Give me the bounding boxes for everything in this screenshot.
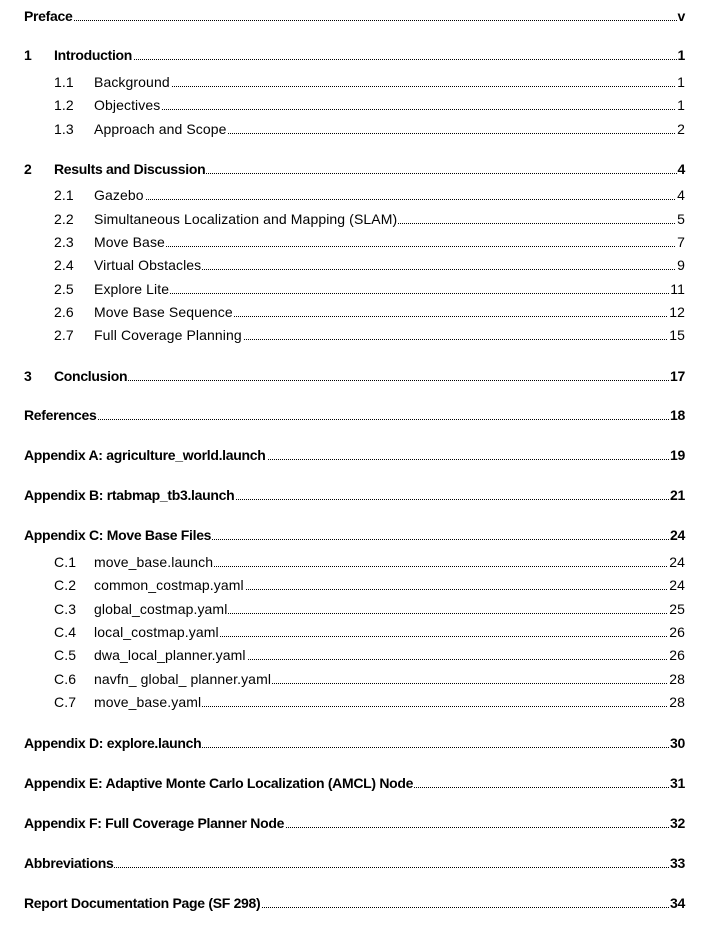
toc-entry-page: 7 bbox=[677, 234, 685, 250]
toc-entry[interactable] bbox=[0, 325, 703, 345]
toc-entry-page: 33 bbox=[670, 855, 685, 871]
toc-entry[interactable] bbox=[0, 853, 703, 873]
dot-leader bbox=[94, 246, 683, 247]
toc-entry[interactable] bbox=[0, 485, 703, 505]
toc-entry-title: Appendix A: agriculture_world.launch bbox=[24, 447, 266, 463]
dot-leader bbox=[24, 867, 683, 868]
toc-entry[interactable] bbox=[0, 599, 703, 619]
toc-entry[interactable] bbox=[0, 405, 703, 425]
toc-entry-title: Appendix C: Move Base Files bbox=[24, 527, 212, 543]
toc-entry-number: 2.3 bbox=[54, 234, 74, 250]
toc-entry-number: C.6 bbox=[54, 671, 77, 687]
toc-entry-number: 2.5 bbox=[54, 281, 74, 297]
toc-entry-title: Full Coverage Planning bbox=[94, 327, 242, 343]
toc-entry-page: 12 bbox=[669, 304, 685, 320]
toc-entry-number: C.5 bbox=[54, 647, 77, 663]
dot-leader bbox=[94, 199, 683, 200]
toc-entry-page: 2 bbox=[677, 121, 685, 137]
toc-entry-title: common_costmap.yaml bbox=[94, 577, 244, 593]
toc-entry-page: 28 bbox=[669, 671, 685, 687]
toc-entry-page: 28 bbox=[669, 694, 685, 710]
toc-entry-page: 4 bbox=[677, 187, 685, 203]
toc-entry-page: 5 bbox=[677, 211, 685, 227]
toc-entry[interactable] bbox=[0, 232, 703, 252]
toc-entry-number: C.3 bbox=[54, 601, 77, 617]
toc-entry-number: 2 bbox=[24, 161, 32, 177]
toc-entry-title: move_base.yaml bbox=[94, 694, 202, 710]
toc-entry[interactable] bbox=[0, 6, 703, 26]
toc-entry-title: move_base.launch bbox=[94, 554, 214, 570]
toc-entry-title: dwa_local_planner.yaml bbox=[94, 647, 246, 663]
toc-entry[interactable] bbox=[0, 209, 703, 229]
toc-entry-title: Results and Discussion bbox=[54, 161, 206, 177]
toc-entry-page: 34 bbox=[670, 895, 685, 911]
toc-entry-page: 11 bbox=[670, 281, 685, 297]
toc-entry-title: navfn_ global_ planner.yaml bbox=[94, 671, 272, 687]
toc-entry[interactable] bbox=[0, 645, 703, 665]
toc-entry-title: Approach and Scope bbox=[94, 121, 227, 137]
toc-entry[interactable] bbox=[0, 552, 703, 572]
toc-entry[interactable] bbox=[0, 72, 703, 92]
toc-entry-title: Abbreviations bbox=[24, 855, 114, 871]
toc-entry[interactable] bbox=[0, 302, 703, 322]
toc-entry-page: 4 bbox=[677, 161, 685, 177]
toc-entry-title: Appendix D: explore.launch bbox=[24, 735, 202, 751]
toc-entry-page: 18 bbox=[670, 407, 685, 423]
toc-entry[interactable] bbox=[0, 159, 703, 179]
toc-entry[interactable] bbox=[0, 669, 703, 689]
toc-entry-title: Report Documentation Page (SF 298) bbox=[24, 895, 261, 911]
dot-leader bbox=[94, 293, 683, 294]
toc-entry-title: local_costmap.yaml bbox=[94, 624, 219, 640]
dot-leader bbox=[24, 419, 683, 420]
toc-entry-page: 1 bbox=[677, 74, 685, 90]
toc-entry-number: C.4 bbox=[54, 624, 77, 640]
toc-entry[interactable] bbox=[0, 622, 703, 642]
toc-entry-title: References bbox=[24, 407, 97, 423]
dot-leader bbox=[54, 380, 683, 381]
toc-entry-title: Appendix E: Adaptive Monte Carlo Localization (AMCL) Node bbox=[24, 775, 414, 791]
toc-entry-page: 26 bbox=[669, 647, 685, 663]
toc-entry-number: 2.6 bbox=[54, 304, 74, 320]
toc-entry-title: Explore Lite bbox=[94, 281, 170, 297]
toc-entry-title: Move Base Sequence bbox=[94, 304, 233, 320]
toc-entry[interactable] bbox=[0, 255, 703, 275]
dot-leader bbox=[94, 109, 683, 110]
toc-entry-number: 2.7 bbox=[54, 327, 74, 343]
toc-entry[interactable] bbox=[0, 692, 703, 712]
toc-entry-number: 1 bbox=[24, 47, 32, 63]
toc-entry-page: 24 bbox=[669, 577, 685, 593]
toc-entry-page: 24 bbox=[669, 554, 685, 570]
toc-entry[interactable] bbox=[0, 445, 703, 465]
toc-entry-number: 1.2 bbox=[54, 97, 74, 113]
toc-entry-page: v bbox=[677, 8, 685, 24]
toc-entry-page: 9 bbox=[677, 257, 685, 273]
toc-entry[interactable] bbox=[0, 773, 703, 793]
toc-entry-page: 26 bbox=[669, 624, 685, 640]
toc-entry-number: 2.1 bbox=[54, 187, 74, 203]
toc-entry-title: Conclusion bbox=[54, 368, 128, 384]
toc-entry-title: Appendix B: rtabmap_tb3.launch bbox=[24, 487, 235, 503]
toc-entry[interactable] bbox=[0, 185, 703, 205]
toc-entry-title: global_costmap.yaml bbox=[94, 601, 228, 617]
toc-entry-page: 25 bbox=[669, 601, 685, 617]
toc-entry-title: Background bbox=[94, 74, 170, 90]
toc-entry-number: C.2 bbox=[54, 577, 77, 593]
toc-entry-title: Simultaneous Localization and Mapping (SLAM) bbox=[94, 211, 398, 227]
toc-entry[interactable] bbox=[0, 366, 703, 386]
toc-entry[interactable] bbox=[0, 575, 703, 595]
toc-entry[interactable] bbox=[0, 813, 703, 833]
toc-entry-title: Introduction bbox=[54, 47, 133, 63]
toc-entry[interactable] bbox=[0, 733, 703, 753]
toc-entry-page: 19 bbox=[670, 447, 685, 463]
toc-entry-number: 1.3 bbox=[54, 121, 74, 137]
toc-entry-page: 1 bbox=[677, 97, 685, 113]
toc-entry-page: 31 bbox=[670, 775, 685, 791]
toc-entry-title: Objectives bbox=[94, 97, 161, 113]
toc-entry-number: 3 bbox=[24, 368, 32, 384]
toc-entry[interactable] bbox=[0, 525, 703, 545]
toc-entry-number: C.7 bbox=[54, 694, 77, 710]
toc-entry-page: 30 bbox=[670, 735, 685, 751]
toc-entry-page: 17 bbox=[670, 368, 685, 384]
toc-entry[interactable] bbox=[0, 893, 703, 913]
toc-entry-title: Move Base bbox=[94, 234, 165, 250]
toc-entry-title: Virtual Obstacles bbox=[94, 257, 202, 273]
toc-entry[interactable] bbox=[0, 279, 703, 299]
toc-entry-number: 1.1 bbox=[54, 74, 74, 90]
dot-leader bbox=[94, 86, 683, 87]
toc-entry-title: Appendix F: Full Coverage Planner Node bbox=[24, 815, 285, 831]
toc-entry[interactable] bbox=[0, 119, 703, 139]
toc-entry-number: 2.4 bbox=[54, 257, 74, 273]
toc-entry[interactable] bbox=[0, 95, 703, 115]
toc-entry-page: 32 bbox=[670, 815, 685, 831]
dot-leader bbox=[54, 59, 683, 60]
dot-leader bbox=[24, 20, 683, 21]
toc-entry-page: 15 bbox=[669, 327, 685, 343]
toc-entry-page: 1 bbox=[677, 47, 685, 63]
toc-entry-page: 24 bbox=[670, 527, 685, 543]
toc-entry-title: Gazebo bbox=[94, 187, 144, 203]
toc-entry-title: Preface bbox=[24, 8, 73, 24]
toc-entry-number: 2.2 bbox=[54, 211, 74, 227]
toc-entry[interactable] bbox=[0, 45, 703, 65]
toc-entry-page: 21 bbox=[670, 487, 685, 503]
toc-entry-number: C.1 bbox=[54, 554, 77, 570]
